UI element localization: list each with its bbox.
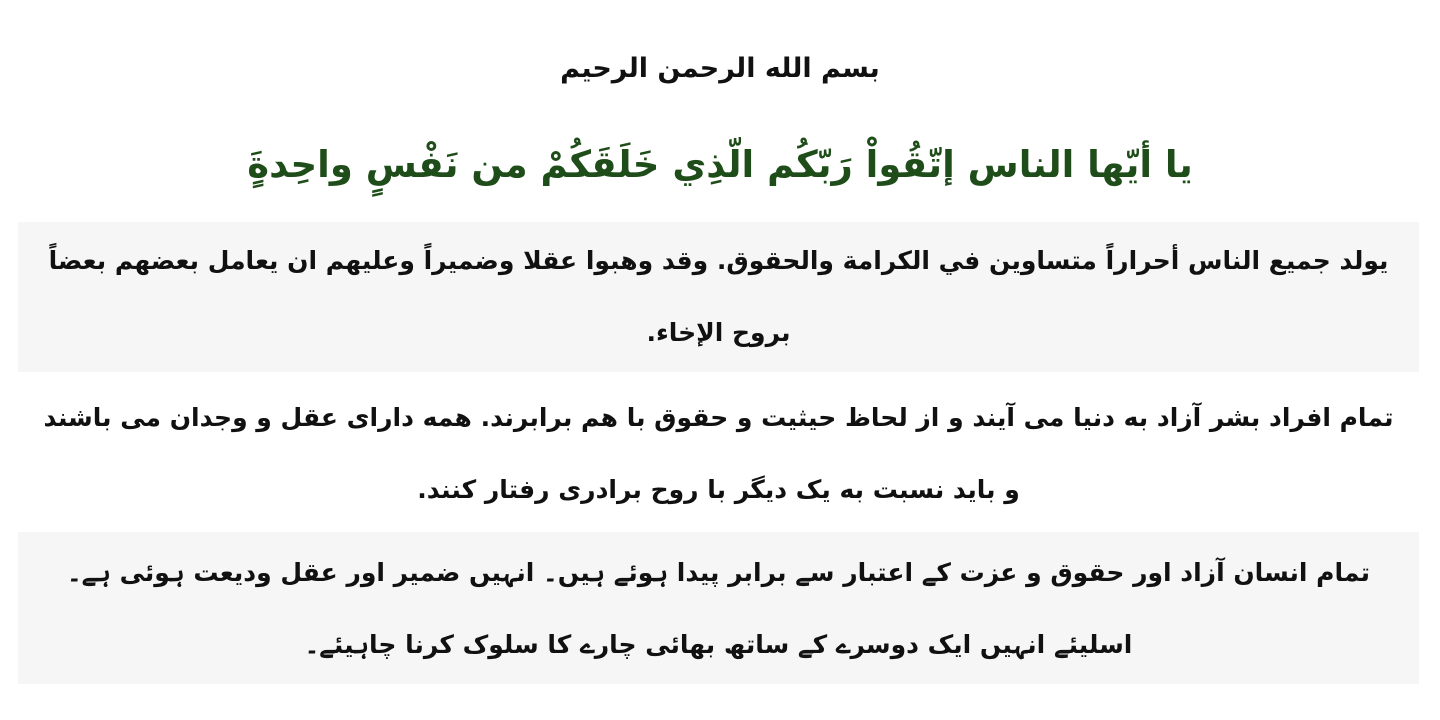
persian-paragraph-block xyxy=(18,382,1419,528)
basmala-heading: بسم الله الرحمن الرحيم xyxy=(560,53,880,84)
arabic-paragraph: يولد جميع الناس أحراراً متساوين في الكرامة والحقوق. وقد وهبوا عقلا وضميراً وعليهم ان يعامل بعضهم بعضاً بروح الإخاء. xyxy=(48,246,1389,347)
arabic-paragraph-block xyxy=(18,222,1419,372)
persian-paragraph: تمام افراد بشر آزاد به دنیا می آیند و از لحاظ حیثیت و حقوق با هم برابرند. همه دارای عقل و وجدان می باشند و باید نسبت به یک دیگر با روح برادری رفتار کنند. xyxy=(43,403,1394,504)
urdu-paragraph: تمام انسان آزاد اور حقوق و عزت کے اعتبار سے برابر پیدا ہوئے ہیں۔ انہیں ضمیر اور عقل ودیعت ہوئی ہے۔ اسلیئے انہیں ایک دوسرے کے ساتھ بھائی چارے کا سلوک کرنا چاہیئے۔ xyxy=(66,558,1371,659)
urdu-paragraph-block xyxy=(18,532,1419,684)
quran-verse-heading: يا أيّها الناس إتّقُواْ رَبّكُم الّذِي خَلَقَكُمْ من نَفْسٍ واحِدةٍَ xyxy=(247,143,1193,186)
